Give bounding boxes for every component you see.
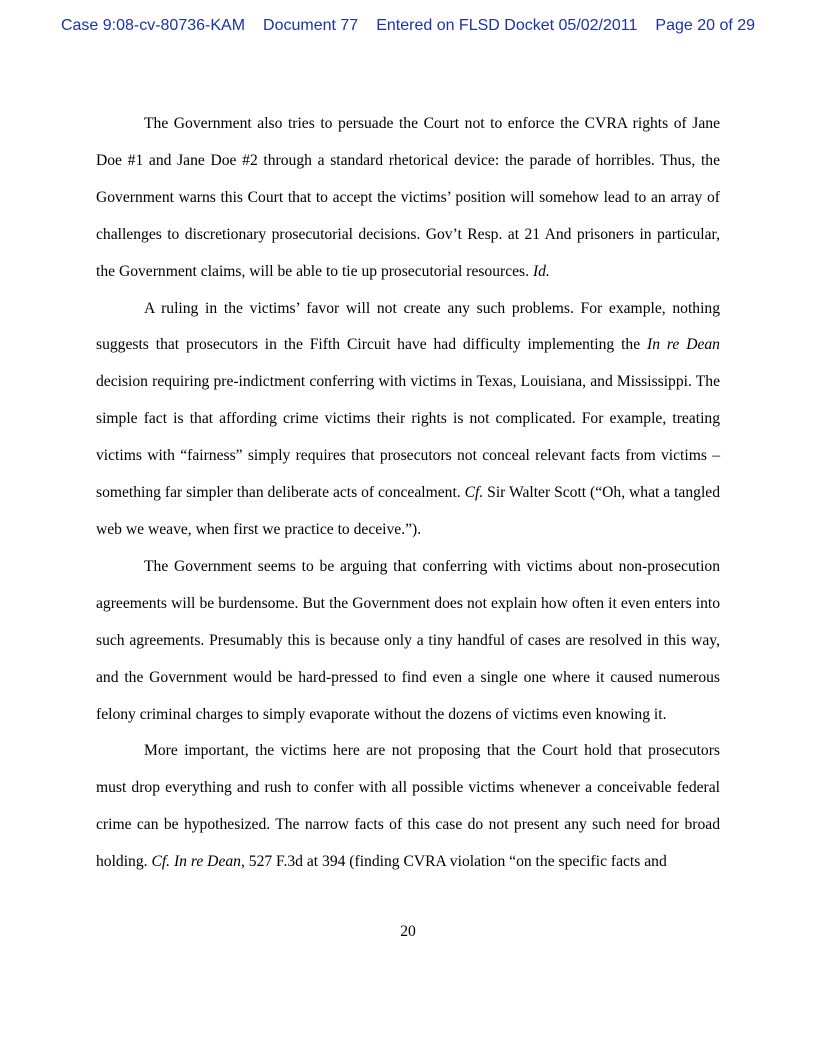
text-run: More important, the victims here are not proposing that the Court hold that prosecutors must drop everything and rush to confer with all possible victims whenever a conceivable federal crime can be hypothesized. The narrow facts of this case do not present any such need for broad holding. — [96, 742, 720, 871]
document-body — [96, 106, 720, 881]
header-page-count: Page 20 of 29 — [655, 17, 756, 34]
header-case-number: Case 9:08-cv-80736-KAM — [60, 17, 246, 34]
text-run: A ruling in the victims’ favor will not create any such problems. For example, nothing suggests that prosecutors in the Fifth Circuit have had difficulty implementing the — [96, 299, 720, 354]
text-run: The Government also tries to persuade the Court not to enforce the CVRA rights of Jane Doe #1 and Jane Doe #2 through a standard rhetorical device: the parade of horribles. Thus, the Government warns this Court that to accept the victims’ position will somehow lead to an array of challenges to discretionary prosecutorial decisions. Gov’t Resp. at 21 And prisoners in particular, the Government claims, will be able to tie up prosecutorial resources. — [96, 115, 720, 280]
paragraph — [96, 549, 720, 734]
text-run: decision requiring pre-indictment conferring with victims in Texas, Louisiana, and Mississippi. The simple fact is that affording crime victims their rights is not complicated. For example, treating victims with “fairness” simply requires that prosecutors not conceal relevant facts from victims – something far simpler than deliberate acts of concealment. — [96, 373, 720, 502]
header-document-number: Document 77 — [263, 17, 359, 34]
docket-header — [0, 17, 816, 35]
page-number: 20 — [400, 923, 416, 940]
italic-citation: Cf. In re Dean — [151, 853, 241, 871]
italic-citation: In re Dean — [647, 336, 720, 354]
text-run: Sir Walter Scott (“Oh, what a tangled web we weave, when first we practice to deceive.”). — [96, 484, 720, 538]
paragraph — [96, 291, 720, 549]
paragraph — [96, 733, 720, 881]
text-run: , 527 F.3d at 394 (finding CVRA violation “on the specific facts and — [240, 853, 667, 871]
italic-citation: Cf. — [464, 484, 484, 502]
header-entered-date: Entered on FLSD Docket 05/02/2011 — [376, 17, 638, 34]
italic-citation: Id. — [532, 262, 550, 280]
text-run: The Government seems to be arguing that conferring with victims about non-prosecution agreements will be burdensome. But the Government does not explain how often it even enters into such agreements. Presumably this is because only a tiny handful of cases are resolved in this way, and the Government would be hard-pressed to find even a single one where it caused numerous felony criminal charges to simply evaporate without the dozens of victims even knowing it. — [96, 557, 720, 723]
paragraph — [96, 106, 720, 291]
